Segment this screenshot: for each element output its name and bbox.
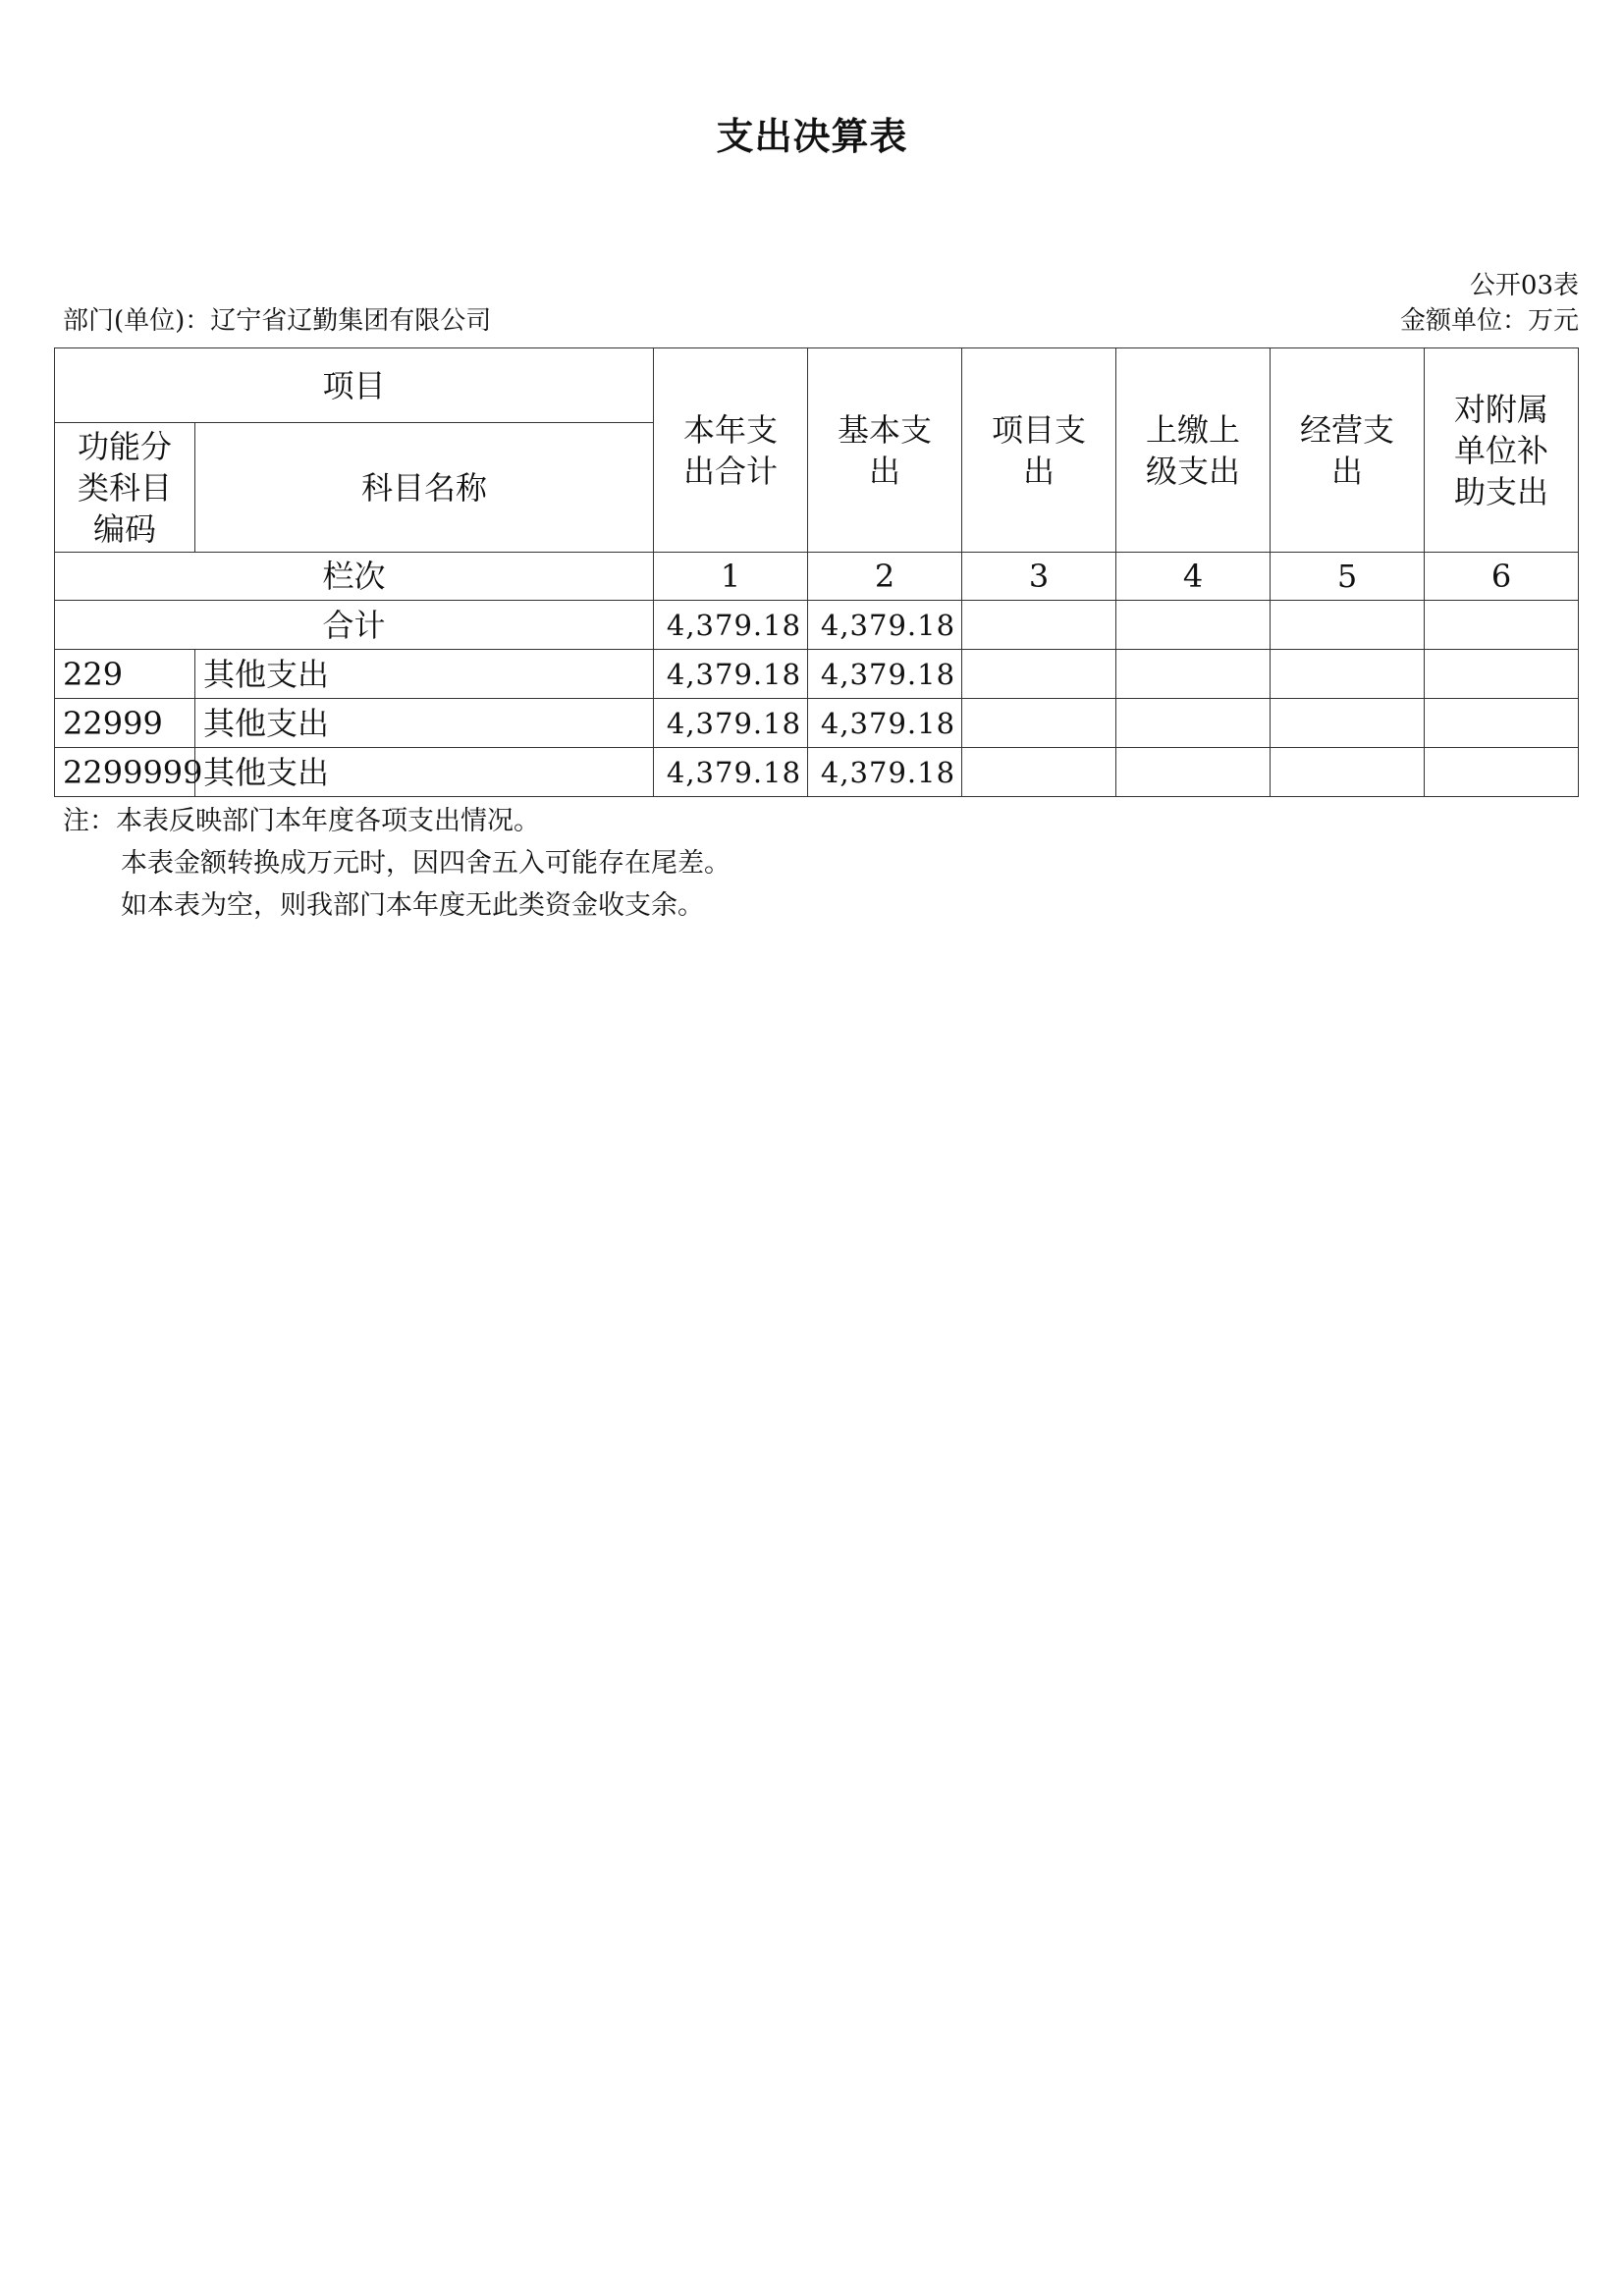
amount-cell: 4,379.18 — [654, 748, 808, 797]
amount-unit-label: 金额单位：万元 — [1399, 306, 1579, 336]
amount-cell — [962, 601, 1116, 650]
form-number: 公开03表 — [1469, 271, 1579, 300]
amount-cell: 4,379.18 — [654, 601, 808, 650]
col-header-5: 经营支出 — [1271, 348, 1425, 553]
amount-cell — [962, 699, 1116, 748]
amount-cell — [1425, 650, 1579, 699]
item-header: 项目 — [55, 348, 654, 423]
col-header-4: 上缴上级支出 — [1116, 348, 1271, 553]
amount-cell — [1425, 748, 1579, 797]
amount-cell — [1271, 601, 1425, 650]
amount-cell: 4,379.18 — [808, 699, 962, 748]
total-row — [55, 601, 1579, 650]
amount-cell — [1116, 699, 1271, 748]
subject-code: 2299999 — [55, 748, 195, 797]
index-row — [55, 553, 1579, 601]
subject-code: 229 — [55, 650, 195, 699]
amount-cell: 4,379.18 — [654, 650, 808, 699]
amount-cell — [1271, 748, 1425, 797]
index-cell: 6 — [1425, 553, 1579, 601]
amount-cell: 4,379.18 — [808, 601, 962, 650]
amount-cell — [1425, 601, 1579, 650]
subject-name: 其他支出 — [195, 650, 654, 699]
subject-name: 其他支出 — [195, 699, 654, 748]
amount-cell: 4,379.18 — [808, 650, 962, 699]
subject-name: 其他支出 — [195, 748, 654, 797]
index-cell: 2 — [808, 553, 962, 601]
page-title: 支出决算表 — [716, 115, 908, 158]
index-cell: 4 — [1116, 553, 1271, 601]
note-line: 如本表为空，则我部门本年度无此类资金收支余。 — [121, 890, 704, 921]
index-cell: 5 — [1271, 553, 1425, 601]
amount-cell — [962, 748, 1116, 797]
department-label: 部门(单位)：辽宁省辽勤集团有限公司 — [63, 306, 492, 336]
amount-cell — [1116, 601, 1271, 650]
table-row — [55, 650, 1579, 699]
notes — [63, 800, 731, 927]
col-header-1: 本年支出合计 — [654, 348, 808, 553]
amount-cell — [1271, 650, 1425, 699]
amount-cell — [1271, 699, 1425, 748]
index-label: 栏次 — [55, 553, 654, 601]
note-line: 本表金额转换成万元时，因四舍五入可能存在尾差。 — [121, 848, 731, 879]
amount-cell — [1116, 748, 1271, 797]
header-row-1 — [55, 348, 1579, 423]
amount-cell — [962, 650, 1116, 699]
col-header-6: 对附属单位补助支出 — [1425, 348, 1579, 553]
total-label: 合计 — [55, 601, 654, 650]
index-cell: 1 — [654, 553, 808, 601]
col-header-3: 项目支出 — [962, 348, 1116, 553]
amount-cell: 4,379.18 — [654, 699, 808, 748]
amount-cell — [1425, 699, 1579, 748]
index-cell: 3 — [962, 553, 1116, 601]
table-row — [55, 748, 1579, 797]
name-header: 科目名称 — [195, 423, 654, 553]
amount-cell — [1116, 650, 1271, 699]
expenditure-table — [54, 347, 1579, 797]
col-header-2: 基本支出 — [808, 348, 962, 553]
amount-cell: 4,379.18 — [808, 748, 962, 797]
code-header: 功能分类科目编码 — [55, 423, 195, 553]
table-row — [55, 699, 1579, 748]
subject-code: 22999 — [55, 699, 195, 748]
note-line: 注：本表反映部门本年度各项支出情况。 — [63, 806, 540, 836]
